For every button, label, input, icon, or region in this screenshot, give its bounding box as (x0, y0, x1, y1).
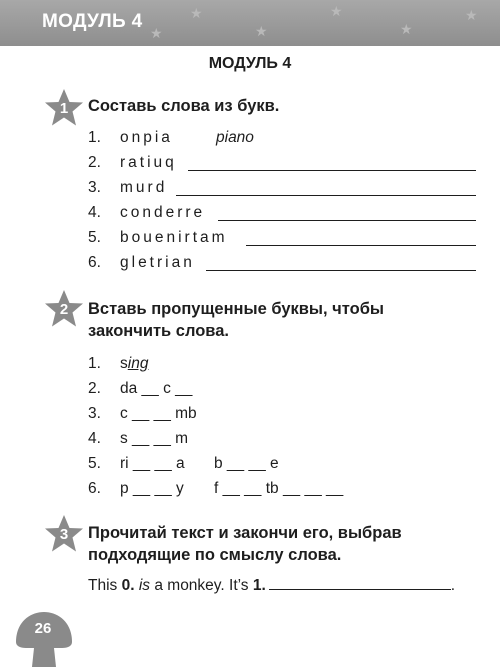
item-number: 3. (88, 179, 101, 196)
list-item (88, 154, 478, 176)
item-number: 4. (88, 430, 101, 447)
exercise-heading: Составь слова из букв. (88, 97, 280, 115)
item-number: 2. (88, 154, 101, 171)
item-number: 2. (88, 380, 101, 397)
sample-answer: is (138, 577, 151, 594)
word-with-gaps[interactable]: da __ c __ (120, 380, 193, 397)
decor-star-icon: ★ (150, 25, 163, 41)
list-item (88, 480, 388, 502)
scrambled-letters: bouenirtam (120, 229, 228, 246)
item-number: 1. (88, 129, 101, 146)
exercise-heading-line2: закончить слова. (88, 322, 229, 340)
word-start: s (120, 355, 128, 372)
exercise-number-star-icon (44, 88, 84, 128)
decor-star-icon: ★ (465, 7, 478, 23)
scrambled-letters: murd (120, 179, 168, 196)
list-item (88, 405, 388, 427)
decor-star-icon: ★ (190, 5, 203, 21)
exercise-number: 3 (59, 526, 69, 543)
word-with-gaps[interactable]: p __ __ y (120, 480, 184, 497)
list-item (88, 204, 478, 226)
exercise-number: 1 (59, 100, 69, 117)
exercise-text (88, 575, 455, 595)
item-number: 5. (88, 455, 101, 472)
scrambled-letters: ratiuq (120, 154, 177, 171)
item-number: 6. (88, 254, 101, 271)
exercise-heading-line2: подходящие по смыслу слова. (88, 546, 342, 564)
page-number: 26 (34, 620, 52, 637)
scrambled-letters: gletrian (120, 254, 195, 271)
list-item (88, 430, 388, 452)
answer-line[interactable] (176, 195, 476, 196)
list-item (88, 355, 388, 377)
answer-line[interactable] (188, 170, 476, 171)
decor-star-icon: ★ (255, 23, 268, 39)
scrambled-letters: conderre (120, 204, 206, 221)
list-item (88, 229, 478, 251)
text-start: This (88, 577, 122, 594)
sample-answer: piano (216, 129, 254, 146)
text-end: . (450, 577, 456, 594)
word-with-gaps[interactable]: ri __ __ a (120, 455, 185, 472)
exercise-heading-line1: Прочитай текст и закончи его, выбрав (88, 524, 402, 542)
blank-number: 0. (121, 577, 135, 594)
list-item (88, 455, 388, 477)
list-item (88, 380, 388, 402)
list-item (88, 179, 478, 201)
word-with-gaps[interactable]: s __ __ m (120, 430, 189, 447)
item-number: 5. (88, 229, 101, 246)
decor-star-icon: ★ (330, 3, 343, 19)
answer-line[interactable] (206, 270, 476, 271)
banner-title: МОДУЛЬ 4 (42, 11, 143, 32)
word-with-gaps[interactable]: f __ __ tb __ __ __ (214, 480, 344, 497)
word-with-gaps[interactable]: c __ __ mb (120, 405, 197, 422)
exercise-number: 2 (59, 301, 69, 318)
list-item (88, 254, 478, 276)
item-number: 6. (88, 480, 101, 497)
item-number: 3. (88, 405, 101, 422)
item-number: 4. (88, 204, 101, 221)
filled-letters: ing (127, 355, 149, 372)
word-with-gaps[interactable]: b __ __ e (214, 455, 279, 472)
item-number: 1. (88, 355, 101, 372)
answer-line[interactable] (246, 245, 476, 246)
exercise-number-star-icon (44, 514, 84, 554)
exercise-number-star-icon (44, 289, 84, 329)
module-banner (0, 0, 500, 46)
list-item (88, 129, 478, 151)
decor-star-icon: ★ (400, 21, 413, 37)
page-title: МОДУЛЬ 4 (208, 55, 292, 72)
exercise-heading-line1: Вставь пропущенные буквы, чтобы (88, 300, 384, 318)
text-middle: a monkey. It’s (150, 577, 253, 594)
blank-number: 1. (252, 577, 266, 594)
scrambled-letters: onpia (120, 129, 173, 146)
answer-line[interactable] (218, 220, 476, 221)
answer-line[interactable] (269, 575, 451, 590)
